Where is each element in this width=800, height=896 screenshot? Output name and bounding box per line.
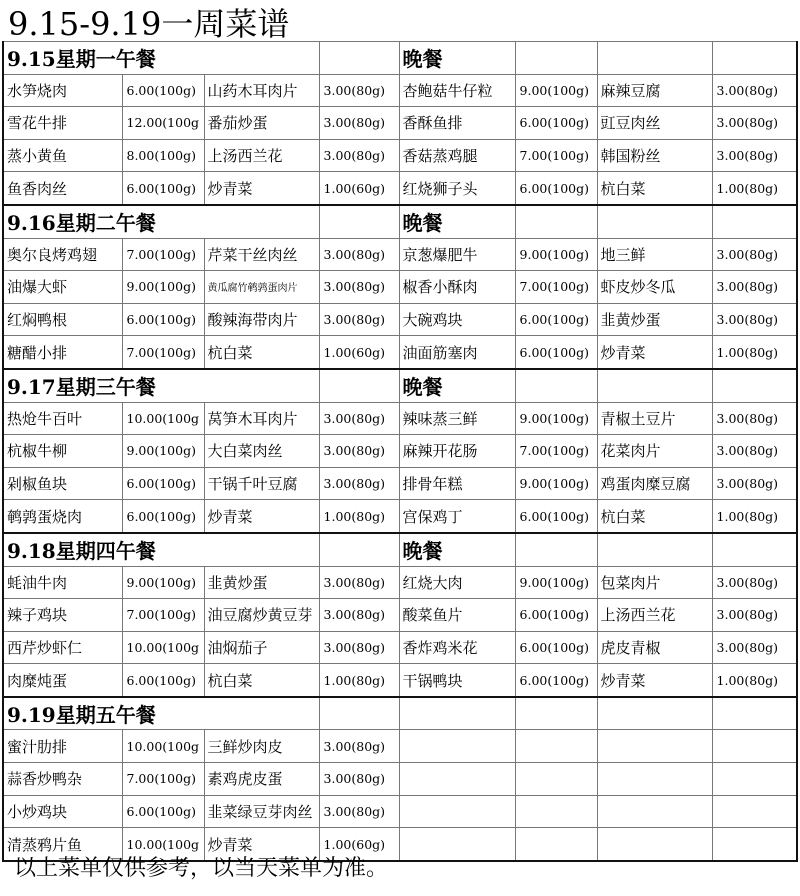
dish-name: 雪花牛排 — [3, 107, 122, 140]
empty-cell — [712, 697, 797, 730]
dish-price: 3.00(80g) — [319, 74, 399, 107]
dish-price: 3.00(80g) — [319, 631, 399, 664]
lunch-header: 9.17星期三午餐 — [3, 369, 319, 402]
dish-name: 杭椒牛柳 — [3, 435, 122, 468]
empty-cell — [597, 533, 712, 566]
dish-name: 大白菜肉丝 — [204, 435, 319, 468]
day-header-row — [3, 369, 797, 402]
dish-name: 虾皮炒冬瓜 — [597, 271, 712, 304]
dish-price: 1.00(80g) — [712, 500, 797, 533]
dish-price: 10.00(100g — [122, 631, 204, 664]
empty-cell — [515, 42, 597, 75]
menu-row — [3, 467, 797, 500]
dish-price — [712, 763, 797, 796]
dish-price: 3.00(80g) — [319, 402, 399, 435]
dish-price: 1.00(80g) — [712, 172, 797, 205]
empty-cell — [515, 205, 597, 238]
dish-name: 豇豆肉丝 — [597, 107, 712, 140]
dish-name: 小炒鸡块 — [3, 795, 122, 828]
menu-row — [3, 599, 797, 632]
menu-row — [3, 172, 797, 205]
dish-name — [399, 730, 515, 763]
dish-price: 3.00(80g) — [319, 435, 399, 468]
dish-price: 12.00(100g — [122, 107, 204, 140]
dish-price — [712, 730, 797, 763]
dish-price: 3.00(80g) — [319, 139, 399, 172]
menu-row — [3, 763, 797, 796]
dish-price: 1.00(60g) — [319, 828, 399, 861]
dish-name: 杭白菜 — [597, 172, 712, 205]
dish-price: 3.00(80g) — [319, 763, 399, 796]
dish-name: 杭白菜 — [597, 500, 712, 533]
menu-row — [3, 139, 797, 172]
dish-name: 热炝牛百叶 — [3, 402, 122, 435]
dish-name: 虎皮青椒 — [597, 631, 712, 664]
dish-price: 9.00(100g) — [122, 435, 204, 468]
dish-price: 6.00(100g) — [122, 467, 204, 500]
weekly-menu-table — [2, 41, 798, 862]
menu-row — [3, 271, 797, 304]
dish-name: 炒青菜 — [204, 500, 319, 533]
menu-row — [3, 631, 797, 664]
dish-name: 酸菜鱼片 — [399, 599, 515, 632]
dish-name: 炒青菜 — [204, 172, 319, 205]
dish-name: 红焖鸭根 — [3, 303, 122, 336]
dish-name: 麻辣开花肠 — [399, 435, 515, 468]
empty-cell — [597, 42, 712, 75]
dish-price: 6.00(100g) — [515, 303, 597, 336]
dish-price: 1.00(80g) — [319, 664, 399, 697]
dish-name: 蜜汁肋排 — [3, 730, 122, 763]
dish-name: 鹌鹑蛋烧肉 — [3, 500, 122, 533]
dish-name: 红烧大肉 — [399, 566, 515, 599]
dish-price: 3.00(80g) — [319, 107, 399, 140]
dish-name: 韭黄炒蛋 — [204, 566, 319, 599]
dish-name: 肉糜炖蛋 — [3, 664, 122, 697]
dish-price: 3.00(80g) — [319, 795, 399, 828]
dish-name: 包菜肉片 — [597, 566, 712, 599]
menu-row — [3, 566, 797, 599]
dish-price: 6.00(100g) — [122, 500, 204, 533]
dinner-header — [399, 697, 515, 730]
dish-name: 山药木耳肉片 — [204, 74, 319, 107]
dish-price: 3.00(80g) — [712, 139, 797, 172]
empty-cell — [515, 533, 597, 566]
dish-name — [399, 795, 515, 828]
dish-name: 青椒土豆片 — [597, 402, 712, 435]
dish-name: 花菜肉片 — [597, 435, 712, 468]
empty-cell — [712, 42, 797, 75]
dish-name: 韩国粉丝 — [597, 139, 712, 172]
dish-price: 3.00(80g) — [712, 402, 797, 435]
dish-name: 蒸小黄鱼 — [3, 139, 122, 172]
dish-name: 蒜香炒鸭杂 — [3, 763, 122, 796]
dish-name: 素鸡虎皮蛋 — [204, 763, 319, 796]
dish-price: 6.00(100g) — [515, 107, 597, 140]
dish-price: 9.00(100g) — [515, 238, 597, 271]
menu-row — [3, 664, 797, 697]
menu-row — [3, 500, 797, 533]
empty-cell — [319, 205, 399, 238]
dish-name — [399, 828, 515, 861]
dish-name: 三鲜炒肉皮 — [204, 730, 319, 763]
dish-name: 芹菜干丝肉丝 — [204, 238, 319, 271]
dish-name: 鱼香肉丝 — [3, 172, 122, 205]
empty-cell — [712, 369, 797, 402]
dish-price — [515, 730, 597, 763]
dish-name: 油焖茄子 — [204, 631, 319, 664]
dish-price: 1.00(80g) — [712, 664, 797, 697]
dish-price: 6.00(100g) — [122, 664, 204, 697]
dish-price: 3.00(80g) — [712, 74, 797, 107]
dish-name: 韭菜绿豆芽肉丝 — [204, 795, 319, 828]
dish-name: 宫保鸡丁 — [399, 500, 515, 533]
dish-price: 3.00(80g) — [712, 631, 797, 664]
dish-price: 3.00(80g) — [319, 271, 399, 304]
day-header-row — [3, 42, 797, 75]
dish-price: 6.00(100g) — [515, 664, 597, 697]
dish-name: 水笋烧肉 — [3, 74, 122, 107]
menu-row — [3, 238, 797, 271]
menu-row — [3, 303, 797, 336]
dish-name: 清蒸鸦片鱼 — [3, 828, 122, 861]
dish-name: 酸辣海带肉片 — [204, 303, 319, 336]
dish-name: 杭白菜 — [204, 664, 319, 697]
dish-price — [515, 763, 597, 796]
page-title: 9.15-9.19一周菜谱 — [8, 5, 290, 43]
dish-price: 6.00(100g) — [122, 74, 204, 107]
menu-row — [3, 435, 797, 468]
dish-name: 红烧狮子头 — [399, 172, 515, 205]
dish-price: 7.00(100g) — [515, 271, 597, 304]
empty-cell — [319, 533, 399, 566]
dish-price: 3.00(80g) — [319, 303, 399, 336]
dish-price: 7.00(100g) — [122, 763, 204, 796]
dish-name: 香酥鱼排 — [399, 107, 515, 140]
dish-price — [712, 795, 797, 828]
dish-price: 3.00(80g) — [712, 599, 797, 632]
dish-price: 1.00(80g) — [712, 336, 797, 369]
dish-price: 6.00(100g) — [122, 303, 204, 336]
dish-name: 炒青菜 — [204, 828, 319, 861]
dish-price: 9.00(100g) — [122, 271, 204, 304]
dish-name: 地三鲜 — [597, 238, 712, 271]
dish-name: 上汤西兰花 — [204, 139, 319, 172]
dish-name: 韭黄炒蛋 — [597, 303, 712, 336]
dish-price — [712, 828, 797, 861]
dish-name — [597, 795, 712, 828]
menu-row — [3, 107, 797, 140]
empty-cell — [515, 369, 597, 402]
dish-price: 3.00(80g) — [319, 599, 399, 632]
dish-price: 1.00(60g) — [319, 336, 399, 369]
lunch-header: 9.19星期五午餐 — [3, 697, 319, 730]
dinner-header: 晚餐 — [399, 42, 515, 75]
empty-cell — [319, 369, 399, 402]
dish-price: 3.00(80g) — [712, 566, 797, 599]
dish-name: 辣味蒸三鲜 — [399, 402, 515, 435]
dish-name: 炒青菜 — [597, 336, 712, 369]
dish-price: 9.00(100g) — [515, 566, 597, 599]
dish-name: 上汤西兰花 — [597, 599, 712, 632]
menu-row — [3, 74, 797, 107]
dish-price: 3.00(80g) — [319, 238, 399, 271]
dish-name: 莴笋木耳肉片 — [204, 402, 319, 435]
dish-name: 油面筋塞肉 — [399, 336, 515, 369]
dish-name — [597, 730, 712, 763]
dish-name: 蚝油牛肉 — [3, 566, 122, 599]
empty-cell — [712, 205, 797, 238]
dish-name: 番茄炒蛋 — [204, 107, 319, 140]
dish-name: 西芹炒虾仁 — [3, 631, 122, 664]
dish-name: 杭白菜 — [204, 336, 319, 369]
dish-price: 1.00(60g) — [319, 172, 399, 205]
dish-name — [597, 763, 712, 796]
dish-name: 剁椒鱼块 — [3, 467, 122, 500]
dish-name: 杏鲍菇牛仔粒 — [399, 74, 515, 107]
dish-price: 3.00(80g) — [712, 435, 797, 468]
dish-name: 香炸鸡米花 — [399, 631, 515, 664]
dinner-header: 晚餐 — [399, 369, 515, 402]
dish-price: 9.00(100g) — [515, 467, 597, 500]
menu-row — [3, 402, 797, 435]
dish-price: 7.00(100g) — [122, 238, 204, 271]
empty-cell — [319, 697, 399, 730]
dish-price: 7.00(100g) — [515, 435, 597, 468]
dish-price: 6.00(100g) — [122, 795, 204, 828]
dish-price: 9.00(100g) — [515, 74, 597, 107]
dish-price: 3.00(80g) — [319, 467, 399, 500]
dish-price: 9.00(100g) — [122, 566, 204, 599]
dish-price: 3.00(80g) — [319, 566, 399, 599]
dish-price: 8.00(100g) — [122, 139, 204, 172]
dish-price — [515, 795, 597, 828]
day-header-row — [3, 697, 797, 730]
dish-name: 糖醋小排 — [3, 336, 122, 369]
dish-price: 6.00(100g) — [515, 172, 597, 205]
dish-name: 黄瓜腐竹鹌鹑蛋肉片 — [204, 271, 319, 304]
dish-name: 油豆腐炒黄豆芽 — [204, 599, 319, 632]
dish-name: 麻辣豆腐 — [597, 74, 712, 107]
dish-name: 油爆大虾 — [3, 271, 122, 304]
dish-price: 10.00(100g — [122, 402, 204, 435]
empty-cell — [597, 697, 712, 730]
menu-row — [3, 336, 797, 369]
dish-price: 6.00(100g) — [515, 631, 597, 664]
dish-price: 9.00(100g) — [515, 402, 597, 435]
dinner-header: 晚餐 — [399, 205, 515, 238]
dish-name: 京葱爆肥牛 — [399, 238, 515, 271]
empty-cell — [515, 697, 597, 730]
dish-name: 奥尔良烤鸡翅 — [3, 238, 122, 271]
dish-price — [515, 828, 597, 861]
dish-price: 3.00(80g) — [712, 271, 797, 304]
dish-name: 鸡蛋肉糜豆腐 — [597, 467, 712, 500]
menu-row — [3, 795, 797, 828]
dish-price: 7.00(100g) — [122, 336, 204, 369]
dinner-header: 晚餐 — [399, 533, 515, 566]
lunch-header: 9.16星期二午餐 — [3, 205, 319, 238]
dish-price: 3.00(80g) — [712, 303, 797, 336]
dish-name: 香菇蒸鸡腿 — [399, 139, 515, 172]
menu-row — [3, 730, 797, 763]
empty-cell — [319, 42, 399, 75]
dish-price: 3.00(80g) — [712, 107, 797, 140]
day-header-row — [3, 205, 797, 238]
dish-price: 1.00(80g) — [319, 500, 399, 533]
empty-cell — [712, 533, 797, 566]
empty-cell — [597, 369, 712, 402]
empty-cell — [597, 205, 712, 238]
dish-name: 炒青菜 — [597, 664, 712, 697]
dish-price: 6.00(100g) — [515, 500, 597, 533]
dish-name: 辣子鸡块 — [3, 599, 122, 632]
dish-price: 6.00(100g) — [122, 172, 204, 205]
day-header-row — [3, 533, 797, 566]
dish-price: 6.00(100g) — [515, 336, 597, 369]
footer-note: 以上菜单仅供参考，以当天菜单为准。 — [14, 856, 389, 881]
dish-price: 7.00(100g) — [515, 139, 597, 172]
dish-price: 7.00(100g) — [122, 599, 204, 632]
dish-price: 6.00(100g) — [515, 599, 597, 632]
dish-price: 10.00(100g — [122, 730, 204, 763]
dish-price: 3.00(80g) — [712, 238, 797, 271]
dish-name: 椒香小酥肉 — [399, 271, 515, 304]
dish-name: 排骨年糕 — [399, 467, 515, 500]
dish-price: 3.00(80g) — [319, 730, 399, 763]
dish-price: 3.00(80g) — [712, 467, 797, 500]
dish-name — [597, 828, 712, 861]
lunch-header: 9.18星期四午餐 — [3, 533, 319, 566]
dish-name — [399, 763, 515, 796]
dish-name: 大碗鸡块 — [399, 303, 515, 336]
dish-price: 10.00(100g — [122, 828, 204, 861]
dish-name: 干锅千叶豆腐 — [204, 467, 319, 500]
dish-name: 干锅鸭块 — [399, 664, 515, 697]
lunch-header: 9.15星期一午餐 — [3, 42, 319, 75]
